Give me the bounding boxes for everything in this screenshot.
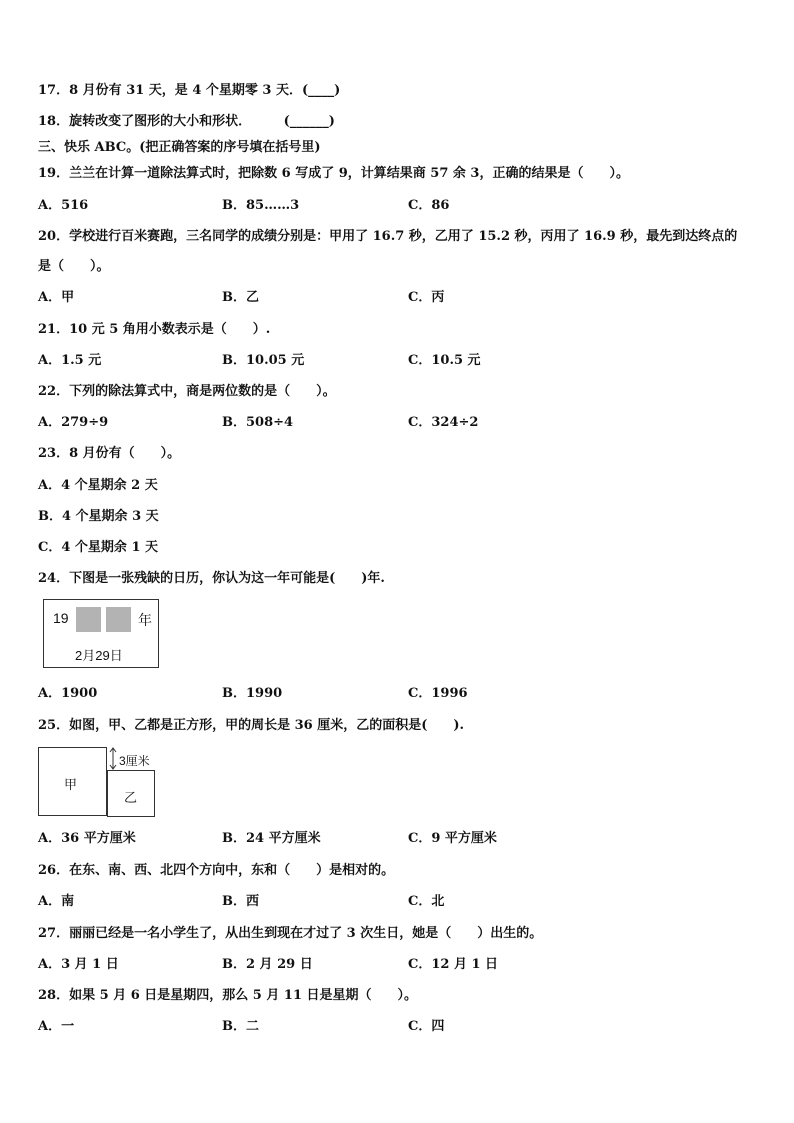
option-c: C．324÷2 [408, 415, 479, 430]
option-a: A．3 月 1 日 [38, 957, 119, 972]
calendar-date: 2月29日 [75, 648, 123, 663]
option-c: C．丙 [408, 290, 445, 305]
section-heading: 三、快乐 ABC。(把正确答案的序号填在括号里) [38, 140, 321, 155]
option-c: C．4 个星期余 1 天 [38, 540, 159, 555]
option-a: A．4 个星期余 2 天 [38, 478, 158, 493]
option-a: A．一 [38, 1019, 75, 1034]
option-b: B．西 [222, 894, 259, 909]
question-19: 19．兰兰在计算一道除法算式时，把除数 6 写成了 9，计算结果商 57 余 3，正确的结果是（ ）。 [38, 166, 629, 181]
option-a: A．甲 [38, 290, 75, 305]
dimension-arrow-icon [108, 747, 118, 771]
option-b: B．10.05 元 [222, 353, 305, 368]
squares-figure [38, 747, 158, 817]
option-a: A．36 平方厘米 [38, 831, 136, 846]
option-b: B．二 [222, 1019, 259, 1034]
option-c: C．10.5 元 [408, 353, 481, 368]
option-c: C．12 月 1 日 [408, 957, 499, 972]
option-a: A．南 [38, 894, 75, 909]
option-b: B．乙 [222, 290, 259, 305]
question-20-cont: 是（ ）。 [38, 259, 110, 274]
question-27: 27．丽丽已经是一名小学生了，从出生到现在才过了 3 次生日，她是（ ）出生的。 [38, 926, 543, 941]
calendar-year-prefix: 19 [53, 610, 69, 626]
option-b: B．1990 [222, 686, 283, 701]
calendar-year-label: 年 [138, 612, 152, 628]
option-c: C．四 [408, 1019, 445, 1034]
option-b: B．4 个星期余 3 天 [38, 509, 159, 524]
question-28: 28．如果 5 月 6 日是星期四，那么 5 月 11 日是星期（ ）。 [38, 988, 418, 1003]
option-c: C．86 [408, 198, 450, 213]
question-24: 24．下图是一张残缺的日历，你认为这一年可能是( )年. [38, 571, 385, 586]
option-b: B．508÷4 [222, 415, 294, 430]
missing-digit-box [106, 607, 131, 632]
option-c: C．1996 [408, 686, 468, 701]
torn-calendar-figure [43, 599, 159, 668]
dimension-label: 3厘米 [119, 754, 150, 768]
option-c: C．北 [408, 894, 445, 909]
question-18: 18．旋转改变了图形的大小和形状． (______) [38, 114, 335, 129]
square-jia-label: 甲 [64, 778, 78, 793]
option-a: A．1.5 元 [38, 353, 102, 368]
missing-digit-box [76, 607, 101, 632]
question-23: 23．8 月份有（ ）。 [38, 446, 181, 461]
option-b: B．2 月 29 日 [222, 957, 313, 972]
option-a: A．516 [38, 198, 89, 213]
question-26: 26．在东、南、西、北四个方向中，东和（ ）是相对的。 [38, 863, 395, 878]
option-a: A．279÷9 [38, 415, 109, 430]
question-17: 17．8 月份有 31 天，是 4 个星期零 3 天．(____) [38, 83, 341, 98]
option-b: B．85……3 [222, 198, 300, 213]
question-25: 25．如图，甲、乙都是正方形，甲的周长是 36 厘米，乙的面积是( ). [38, 718, 465, 733]
question-21: 21．10 元 5 角用小数表示是（ ）. [38, 322, 271, 337]
square-yi-label: 乙 [124, 791, 138, 806]
question-20: 20．学校进行百米赛跑，三名同学的成绩分别是：甲用了 16.7 秒，乙用了 15.2 秒，丙用了 16.9 秒，最先到达终点的 [38, 229, 738, 244]
question-22: 22．下列的除法算式中，商是两位数的是（ ）。 [38, 384, 336, 399]
option-c: C．9 平方厘米 [408, 831, 497, 846]
option-a: A．1900 [38, 686, 98, 701]
option-b: B．24 平方厘米 [222, 831, 321, 846]
